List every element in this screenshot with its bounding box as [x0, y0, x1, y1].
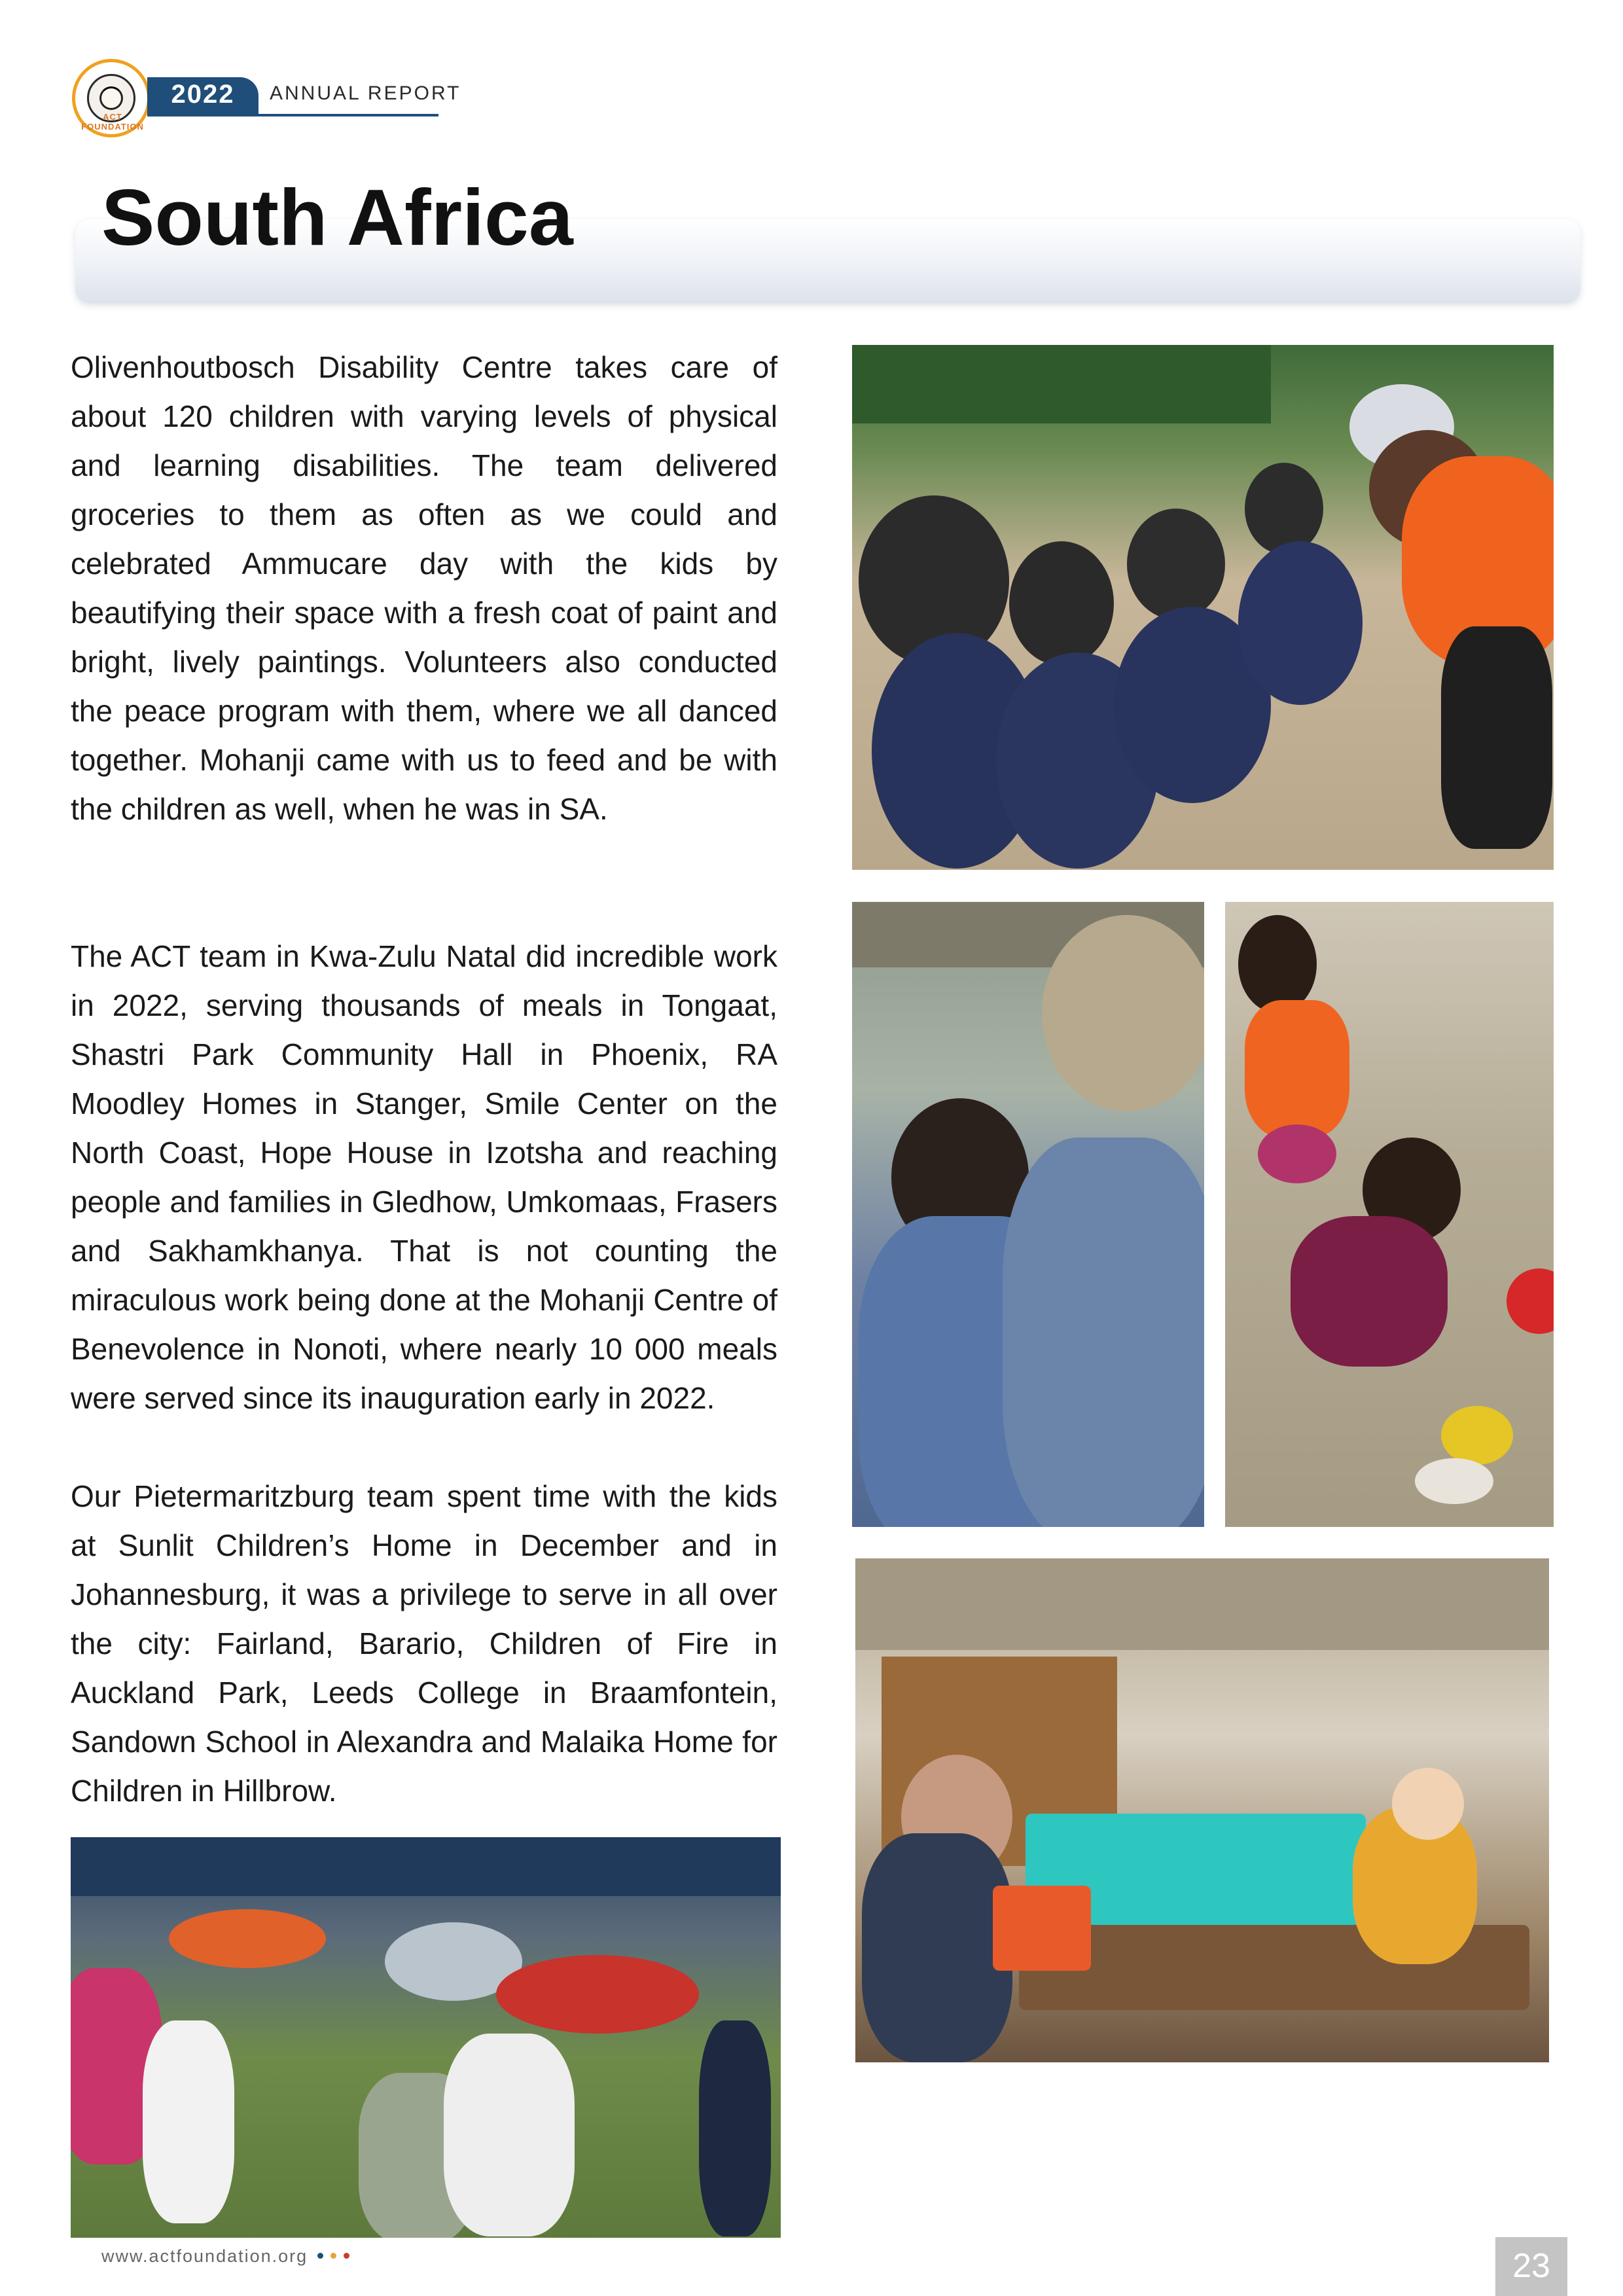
- photo-embrace: [852, 902, 1204, 1527]
- paragraph-kwazulu-natal: The ACT team in Kwa-Zulu Natal did incredible work in 2022, serving thousands of meals in Tongaat, Shastri Park Community Hall in Phoenix, RA Moodley Homes in Stanger, Smile Center on the North Coast, Hope House in Izotsha and reaching people and families in Gledhow, Umkomaas, Frasers and Sakhamkhanya. That is not counting the miraculous work being done at the Mohanji Centre of Benevolence in Nonoti, where nearly 10 000 meals were served since its inauguration early in 2022.: [71, 939, 777, 1415]
- report-label: ANNUAL REPORT: [270, 82, 461, 104]
- year-banner: [147, 77, 259, 115]
- page-title: South Africa: [101, 173, 573, 262]
- footer-dot: [317, 2253, 323, 2259]
- paragraph-pietermaritzburg-johannesburg: Our Pietermaritzburg team spent time with the kids at Sunlit Children’s Home in December and in Johannesburg, it was a privilege to serve in all over the city: Fairland, Barario, Children of Fire in Auckland Park, Leeds College in Braamfontein, Sandown School in Alexandra and Malaika Home for Children in Hillbrow.: [71, 1479, 777, 1808]
- page-number-box: [1495, 2237, 1567, 2296]
- face-icon: [99, 86, 123, 110]
- photo-children-eating: [1225, 902, 1554, 1527]
- photo-peace-program-dance: [71, 1837, 781, 2238]
- photo-children-seated: [852, 345, 1554, 870]
- footer-dot: [344, 2253, 349, 2259]
- header-divider: [147, 114, 438, 117]
- footer-dots: [317, 2250, 357, 2262]
- act-foundation-logo: [72, 59, 151, 137]
- logo-wordmark: ACT FOUNDATION: [81, 112, 144, 132]
- paragraph-olivenhoutbosch: Olivenhoutbosch Disability Centre takes care of about 120 children with varying levels of physical and learning disabilities. The team delivered groceries to them as often as we could and celebrated Ammucare day with the kids by beautifying their space with a fresh coat of paint and bright, lively paintings. Volunteers also conducted the peace program with them, where we all danced together. Mohanji came with us to feed and be with the children as well, when he was in SA.: [71, 350, 777, 826]
- footer-website: www.actfoundation.org: [101, 2246, 308, 2266]
- page-number: 23: [1512, 2247, 1550, 2285]
- footer-dot: [330, 2253, 336, 2259]
- report-year: 2022: [171, 80, 235, 109]
- photo-donated-supplies: [855, 1558, 1549, 2062]
